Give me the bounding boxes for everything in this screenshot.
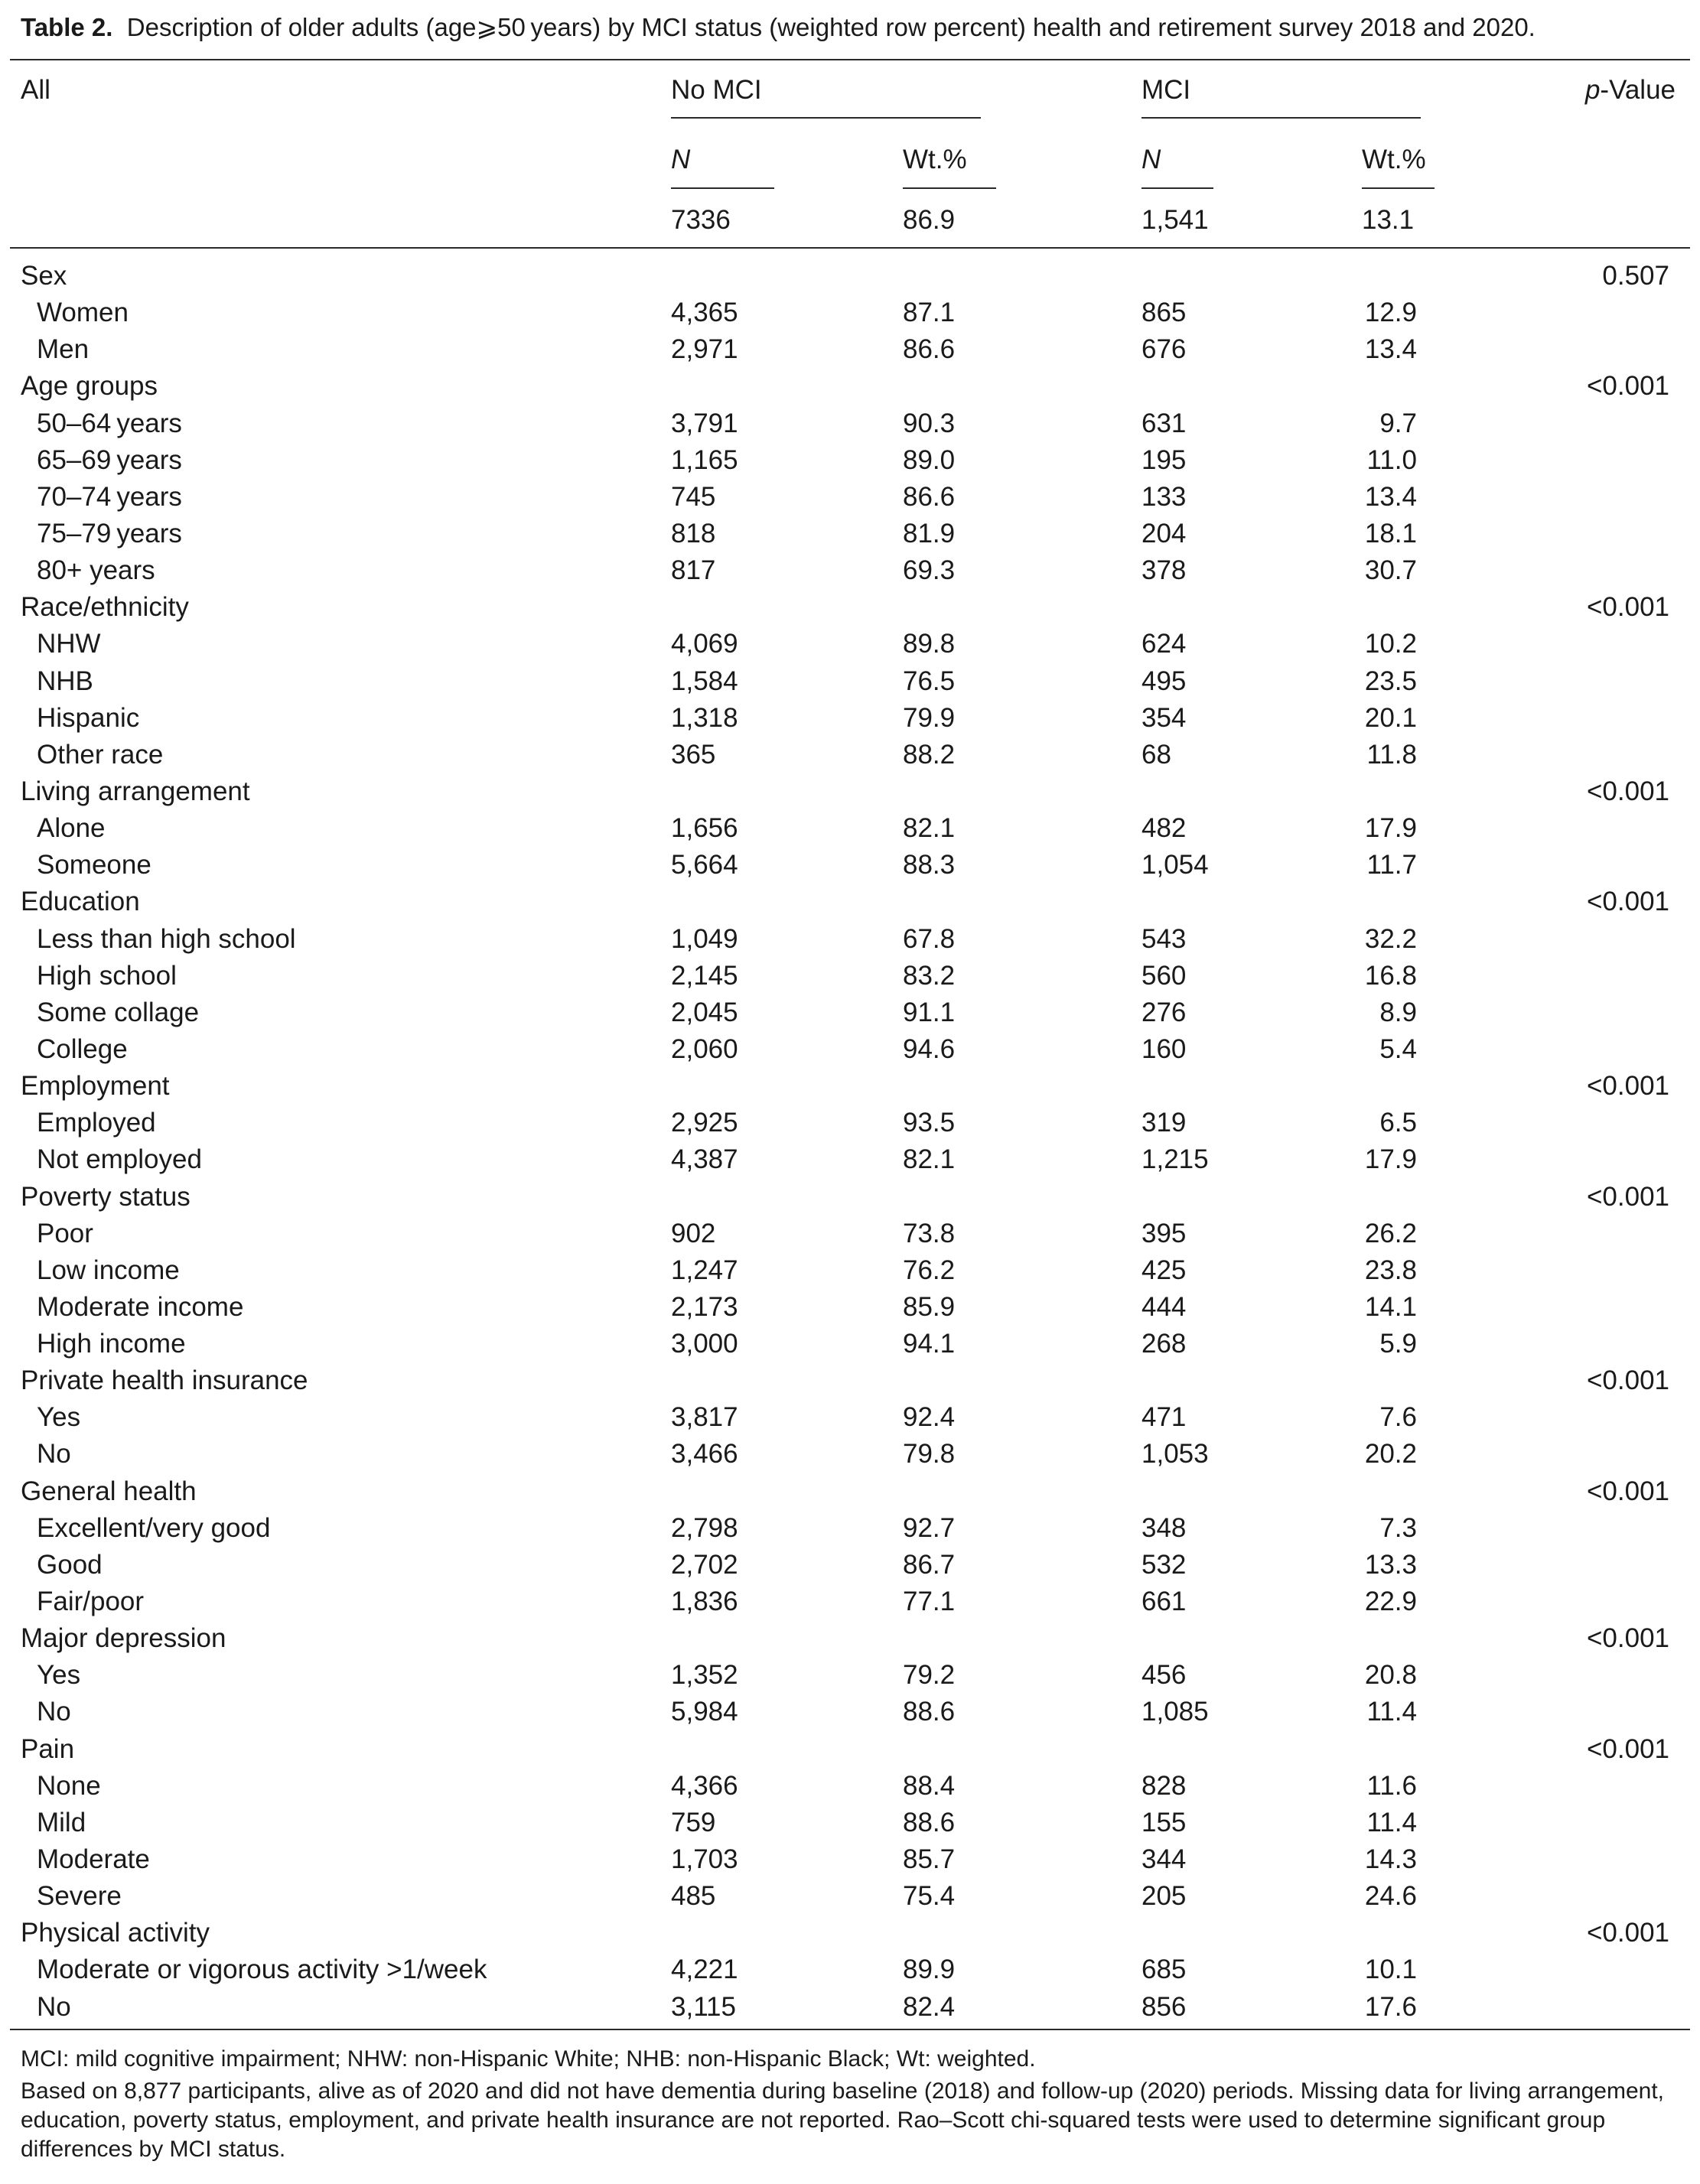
row-label: Yes [37, 1660, 81, 1690]
row-label: Fair/poor [37, 1587, 145, 1616]
mci-wt: 13.4 [1364, 482, 1417, 512]
mci-n: 276 [1141, 998, 1187, 1027]
mci-wt: 17.9 [1364, 813, 1417, 843]
p-value: <0.001 [1586, 776, 1669, 806]
mci-wt: 6.5 [1379, 1108, 1417, 1138]
mci-wt: 22.9 [1364, 1587, 1417, 1616]
no-mci-wt: 69.3 [903, 555, 956, 585]
header-p-rest: -Value [1600, 75, 1676, 105]
table-label: Table 2. [21, 13, 113, 41]
row-label: NHB [37, 666, 93, 696]
row-label: Hispanic [37, 703, 140, 733]
mci-n: 195 [1141, 445, 1187, 475]
mci-wt: 11.7 [1366, 850, 1417, 880]
footnote-methods: Based on 8,877 participants, alive as of 2020 and did not have dementia during baseline (2018) and follow-up (2020) periods. Missing data for living arrangement, education, poverty status, employment, and private health insurance are not reported. Rao–Scott chi-squared tests were used to determine significant group differences by MCI status. [21, 2078, 1665, 2162]
no-mci-wt: 73.8 [903, 1219, 956, 1248]
no-mci-wt: 85.9 [903, 1292, 956, 1322]
no-mci-n: 3,466 [671, 1439, 738, 1469]
mci-wt: 11.4 [1366, 1808, 1417, 1837]
row-label: High school [37, 961, 177, 991]
no-mci-wt: 76.2 [903, 1255, 956, 1285]
mci-n: 68 [1141, 740, 1171, 770]
mci-n: 425 [1141, 1255, 1187, 1285]
mci-wt: 20.1 [1364, 703, 1417, 733]
mci-n: 471 [1141, 1402, 1187, 1432]
no-mci-n: 4,069 [671, 629, 738, 659]
mci-wt: 32.2 [1364, 924, 1417, 954]
no-mci-n: 745 [671, 482, 716, 512]
mci-n: 1,085 [1141, 1697, 1209, 1727]
no-mci-wt: 90.3 [903, 408, 956, 438]
row-label: NHW [37, 629, 101, 659]
total-wt-mci: 13.1 [1362, 205, 1415, 235]
wt-no-mci-underline [903, 187, 996, 189]
row-label: 70–74 years [37, 482, 182, 512]
no-mci-wt: 93.5 [903, 1108, 956, 1138]
row-label: Some collage [37, 998, 200, 1027]
footnote-abbreviations: MCI: mild cognitive impairment; NHW: non-Hispanic White; NHB: non-Hispanic Black; Wt: weighted. [21, 2046, 1036, 2072]
mci-wt: 11.6 [1366, 1771, 1417, 1801]
mci-n: 856 [1141, 1992, 1187, 2022]
p-value: <0.001 [1586, 887, 1669, 916]
mci-wt: 23.5 [1364, 666, 1417, 696]
mci-n: 532 [1141, 1550, 1187, 1580]
mci-wt: 23.8 [1364, 1255, 1417, 1285]
no-mci-n: 1,836 [671, 1587, 738, 1616]
no-mci-n: 2,971 [671, 334, 738, 364]
mci-n: 661 [1141, 1587, 1187, 1616]
mci-n: 1,054 [1141, 850, 1209, 880]
wt-mci-underline [1362, 187, 1435, 189]
p-value: <0.001 [1586, 1623, 1669, 1653]
row-label: Not employed [37, 1144, 202, 1174]
row-label: Moderate [37, 1844, 150, 1874]
no-mci-wt: 91.1 [903, 998, 956, 1027]
mci-n: 685 [1141, 1955, 1187, 1984]
mci-n: 865 [1141, 298, 1187, 327]
mci-wt: 24.6 [1364, 1881, 1417, 1911]
p-value: <0.001 [1586, 1365, 1669, 1395]
no-mci-wt: 88.6 [903, 1697, 956, 1727]
no-mci-n: 1,352 [671, 1660, 738, 1690]
no-mci-n: 1,656 [671, 813, 738, 843]
no-mci-wt: 88.6 [903, 1808, 956, 1837]
no-mci-wt: 94.1 [903, 1329, 956, 1359]
no-mci-wt: 67.8 [903, 924, 956, 954]
table-caption [21, 12, 1689, 43]
no-mci-n: 1,318 [671, 703, 738, 733]
no-mci-wt: 82.1 [903, 1144, 956, 1174]
mci-wt: 18.1 [1364, 519, 1417, 548]
no-mci-wt: 94.6 [903, 1034, 956, 1064]
mci-wt: 13.4 [1364, 334, 1417, 364]
no-mci-n: 2,060 [671, 1034, 738, 1064]
mci-n: 1,053 [1141, 1439, 1209, 1469]
no-mci-n: 4,365 [671, 298, 738, 327]
no-mci-n: 759 [671, 1808, 716, 1837]
no-mci-wt: 89.9 [903, 1955, 956, 1984]
row-label: Excellent/very good [37, 1513, 271, 1543]
no-mci-n: 4,387 [671, 1144, 738, 1174]
row-label: Moderate or vigorous activity >1/week [37, 1955, 487, 1984]
row-label: Other race [37, 740, 164, 770]
p-value: <0.001 [1586, 592, 1669, 622]
mci-n: 319 [1141, 1108, 1187, 1138]
group-label: Physical activity [21, 1918, 210, 1948]
no-mci-n: 3,000 [671, 1329, 738, 1359]
row-label: Good [37, 1550, 103, 1580]
no-mci-wt: 77.1 [903, 1587, 956, 1616]
p-value: <0.001 [1586, 1182, 1669, 1212]
group-label: Sex [21, 261, 67, 291]
mci-n: 205 [1141, 1881, 1187, 1911]
header-p-value [1454, 72, 1676, 109]
no-mci-wt: 85.7 [903, 1844, 956, 1874]
no-mci-wt: 88.4 [903, 1771, 956, 1801]
mci-wt: 16.8 [1364, 961, 1417, 991]
group-label: Age groups [21, 371, 158, 401]
row-label: Moderate income [37, 1292, 244, 1322]
mci-wt: 26.2 [1364, 1219, 1417, 1248]
mci-n: 204 [1141, 519, 1187, 548]
n-mci-underline [1141, 187, 1213, 189]
no-mci-n: 2,145 [671, 961, 738, 991]
p-value: <0.001 [1586, 1918, 1669, 1948]
row-label: Mild [37, 1808, 86, 1837]
mci-n: 268 [1141, 1329, 1187, 1359]
no-mci-n: 5,984 [671, 1697, 738, 1727]
mci-n: 495 [1141, 666, 1187, 696]
group-label: Living arrangement [21, 776, 250, 806]
mci-n: 395 [1141, 1219, 1187, 1248]
row-label: Someone [37, 850, 151, 880]
mci-wt: 10.1 [1364, 1955, 1417, 1984]
no-mci-wt: 79.8 [903, 1439, 956, 1469]
mci-underline [1141, 117, 1421, 119]
mci-wt: 9.7 [1379, 408, 1417, 438]
no-mci-n: 3,791 [671, 408, 738, 438]
mci-n: 344 [1141, 1844, 1187, 1874]
no-mci-wt: 89.0 [903, 445, 956, 475]
mci-n: 160 [1141, 1034, 1187, 1064]
row-label: No [37, 1439, 71, 1469]
no-mci-n: 2,045 [671, 998, 738, 1027]
mci-wt: 7.6 [1379, 1402, 1417, 1432]
no-mci-wt: 89.8 [903, 629, 956, 659]
no-mci-wt: 88.2 [903, 740, 956, 770]
no-mci-wt: 79.2 [903, 1660, 956, 1690]
header-wt-no-mci: Wt.% [903, 145, 967, 174]
no-mci-n: 4,366 [671, 1771, 738, 1801]
no-mci-wt: 87.1 [903, 298, 956, 327]
no-mci-wt: 92.7 [903, 1513, 956, 1543]
no-mci-n: 1,049 [671, 924, 738, 954]
row-label: 65–69 years [37, 445, 182, 475]
row-label: No [37, 1697, 71, 1727]
mci-wt: 30.7 [1364, 555, 1417, 585]
header-n-no-mci: N [671, 145, 691, 174]
no-mci-n: 2,173 [671, 1292, 738, 1322]
row-label: 80+ years [37, 555, 155, 585]
header-n-mci: N [1141, 145, 1161, 174]
no-mci-wt: 86.6 [903, 334, 956, 364]
header-p-italic: p [1584, 75, 1601, 105]
header-mci: MCI [1141, 75, 1191, 105]
mci-wt: 14.1 [1364, 1292, 1417, 1322]
no-mci-wt: 86.7 [903, 1550, 956, 1580]
mci-n: 482 [1141, 813, 1187, 843]
row-label: Severe [37, 1881, 122, 1911]
top-rule [10, 59, 1690, 60]
no-mci-wt: 76.5 [903, 666, 956, 696]
mci-n: 444 [1141, 1292, 1187, 1322]
no-mci-n: 5,664 [671, 850, 738, 880]
mci-wt: 5.4 [1379, 1034, 1417, 1064]
total-n-no-mci: 7336 [671, 205, 731, 235]
no-mci-n: 817 [671, 555, 716, 585]
no-mci-wt: 83.2 [903, 961, 956, 991]
p-value: <0.001 [1586, 1734, 1669, 1764]
group-label: Pain [21, 1734, 75, 1764]
no-mci-n: 1,703 [671, 1844, 738, 1874]
no-mci-n: 2,925 [671, 1108, 738, 1138]
mci-n: 676 [1141, 334, 1187, 364]
row-label: Less than high school [37, 924, 296, 954]
table-title: Description of older adults (age⩾50 years) by MCI status (weighted row percent) health and retirement survey 2018 and 2020. [126, 13, 1536, 41]
mci-n: 155 [1141, 1808, 1187, 1837]
header-wt-mci: Wt.% [1362, 145, 1426, 174]
n-no-mci-underline [671, 187, 774, 189]
p-value: 0.507 [1602, 261, 1669, 291]
group-label: Major depression [21, 1623, 226, 1653]
row-label: College [37, 1034, 128, 1064]
mci-wt: 20.8 [1364, 1660, 1417, 1690]
bottom-rule [10, 2029, 1690, 2030]
header-rule [10, 247, 1690, 249]
no-mci-n: 818 [671, 519, 716, 548]
no-mci-wt: 82.1 [903, 813, 956, 843]
row-label: Poor [37, 1219, 93, 1248]
mci-n: 624 [1141, 629, 1187, 659]
row-label: Employed [37, 1108, 156, 1138]
row-label: No [37, 1992, 71, 2022]
mci-wt: 10.2 [1364, 629, 1417, 659]
no-mci-wt: 92.4 [903, 1402, 956, 1432]
no-mci-n: 2,702 [671, 1550, 738, 1580]
total-wt-no-mci: 86.9 [903, 205, 956, 235]
group-label: Employment [21, 1071, 170, 1101]
row-label: Low income [37, 1255, 180, 1285]
no-mci-n: 3,115 [671, 1992, 736, 2022]
mci-wt: 12.9 [1364, 298, 1417, 327]
mci-wt: 11.0 [1366, 445, 1417, 475]
mci-wt: 20.2 [1364, 1439, 1417, 1469]
no-mci-wt: 88.3 [903, 850, 956, 880]
no-mci-n: 1,584 [671, 666, 738, 696]
row-label: Alone [37, 813, 106, 843]
no-mci-underline [671, 117, 981, 119]
no-mci-wt: 75.4 [903, 1881, 956, 1911]
mci-wt: 8.9 [1379, 998, 1417, 1027]
row-label: High income [37, 1329, 186, 1359]
mci-wt: 14.3 [1364, 1844, 1417, 1874]
mci-n: 378 [1141, 555, 1187, 585]
p-value: <0.001 [1586, 371, 1669, 401]
no-mci-n: 3,817 [671, 1402, 738, 1432]
group-label: Race/ethnicity [21, 592, 189, 622]
group-label: General health [21, 1476, 197, 1506]
mci-n: 456 [1141, 1660, 1187, 1690]
mci-wt: 11.8 [1366, 740, 1417, 770]
row-label: Men [37, 334, 90, 364]
p-value: <0.001 [1586, 1476, 1669, 1506]
mci-n: 543 [1141, 924, 1187, 954]
row-label: Women [37, 298, 129, 327]
p-value: <0.001 [1586, 1071, 1669, 1101]
no-mci-n: 2,798 [671, 1513, 738, 1543]
mci-wt: 13.3 [1364, 1550, 1417, 1580]
no-mci-wt: 82.4 [903, 1992, 956, 2022]
mci-wt: 17.9 [1364, 1144, 1417, 1174]
row-label: 50–64 years [37, 408, 182, 438]
header-all: All [21, 75, 50, 105]
no-mci-wt: 86.6 [903, 482, 956, 512]
no-mci-n: 485 [671, 1881, 716, 1911]
mci-n: 133 [1141, 482, 1187, 512]
header-no-mci: No MCI [671, 75, 762, 105]
row-label: Yes [37, 1402, 81, 1432]
no-mci-n: 365 [671, 740, 716, 770]
no-mci-wt: 81.9 [903, 519, 956, 548]
group-label: Poverty status [21, 1182, 191, 1212]
no-mci-n: 902 [671, 1219, 716, 1248]
no-mci-n: 1,247 [671, 1255, 738, 1285]
group-label: Private health insurance [21, 1365, 308, 1395]
mci-wt: 7.3 [1379, 1513, 1417, 1543]
group-label: Education [21, 887, 140, 916]
no-mci-n: 1,165 [671, 445, 738, 475]
mci-n: 631 [1141, 408, 1187, 438]
mci-n: 828 [1141, 1771, 1187, 1801]
mci-n: 354 [1141, 703, 1187, 733]
total-n-mci: 1,541 [1141, 205, 1209, 235]
no-mci-n: 4,221 [671, 1955, 738, 1984]
mci-wt: 5.9 [1379, 1329, 1417, 1359]
mci-n: 1,215 [1141, 1144, 1209, 1174]
no-mci-wt: 79.9 [903, 703, 956, 733]
mci-wt: 11.4 [1366, 1697, 1417, 1727]
row-label: 75–79 years [37, 519, 182, 548]
row-label: None [37, 1771, 101, 1801]
mci-wt: 17.6 [1364, 1992, 1417, 2022]
mci-n: 560 [1141, 961, 1187, 991]
mci-n: 348 [1141, 1513, 1187, 1543]
